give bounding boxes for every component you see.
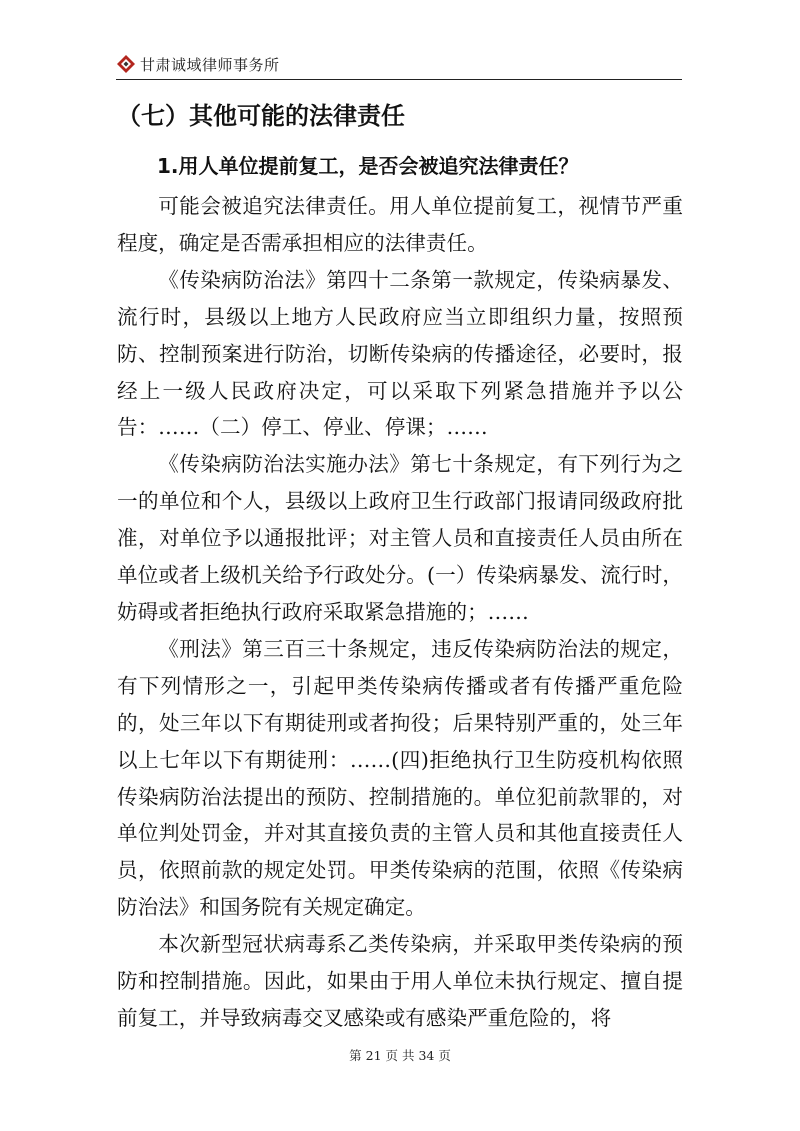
subsection-title: 1.用人单位提前复工，是否会被追究法律责任？	[157, 154, 579, 178]
firm-logo-icon	[116, 54, 136, 74]
firm-name: 甘肃诚域律师事务所	[140, 56, 280, 74]
header-divider	[116, 79, 682, 80]
paragraph: 本次新型冠状病毒系乙类传染病，并采取甲类传染病的预防和控制措施。因此，如果由于用人单位未执行规定、擅自提前复工，并导致病毒交叉感染或有感染严重危险的，将	[117, 932, 683, 1030]
page-number: 第 21 页 共 34 页	[349, 1048, 451, 1063]
document-body	[117, 96, 683, 1037]
section-title: （七）其他可能的法律责任	[117, 102, 405, 130]
page-header	[116, 52, 682, 78]
paragraph: 可能会被追究法律责任。用人单位提前复工，视情节严重程度，确定是否需承担相应的法律责任。	[117, 194, 683, 255]
paragraph: 《传染病防治法实施办法》第七十条规定，有下列行为之一的单位和个人，县级以上政府卫生行政部门报请同级政府批准，对单位予以通报批评；对主管人员和直接责任人员由所在单位或者上级机关给予行政处分。(一）传染病暴发、流行时，妨碍或者拒绝执行政府采取紧急措施的；……	[117, 452, 683, 624]
paragraph: 《传染病防治法》第四十二条第一款规定，传染病暴发、流行时，县级以上地方人民政府应当立即组织力量，按照预防、控制预案进行防治，切断传染病的传播途径，必要时，报经上一级人民政府决定，可以采取下列紧急措施并予以公告：……（二）停工、停业、停课；……	[117, 267, 683, 440]
paragraph: 《刑法》第三百三十条规定，违反传染病防治法的规定，有下列情形之一，引起甲类传染病传播或者有传播严重危险的，处三年以下有期徒刑或者拘役；后果特别严重的，处三年以上七年以下有期徒刑：……(四)拒绝执行卫生防疫机构依照传染病防治法提出的预防、控制措施的。单位犯前款罪的，对单位判处罚金，并对其直接负责的主管人员和其他直接责任人员，依照前款的规定处罚。甲类传染病的范围，依照《传染病防治法》和国务院有关规定确定。	[117, 636, 683, 920]
